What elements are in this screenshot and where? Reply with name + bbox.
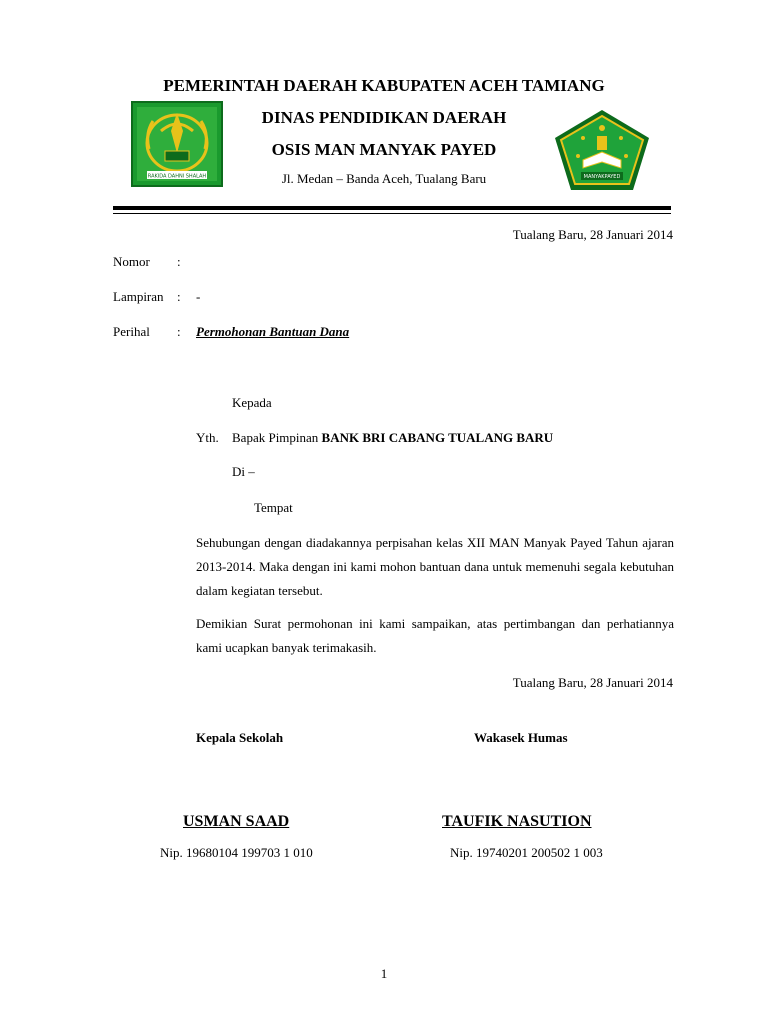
recipient-kepada: Kepada: [232, 395, 272, 410]
recipient-tempat: Tempat: [254, 500, 293, 515]
lampiran-colon: :: [177, 289, 181, 304]
header-rule-thin: [113, 213, 671, 214]
signatory-right-title: Wakasek Humas: [474, 730, 568, 745]
signatory-left-name: USMAN SAAD: [183, 813, 290, 830]
letter-date: Tualang Baru, 28 Januari 2014: [512, 227, 673, 242]
signatory-right-name: TAUFIK NASUTION: [442, 813, 592, 830]
nomor-label: Nomor: [113, 254, 150, 269]
signatory-left-nip: Nip. 19680104 199703 1 010: [160, 845, 313, 860]
signatory-left-title: Kepala Sekolah: [196, 730, 284, 745]
letterhead-government: PEMERINTAH DAERAH KABUPATEN ACEH TAMIANG: [163, 76, 605, 95]
perihal-colon: :: [177, 324, 181, 339]
page-number: 1: [380, 966, 388, 981]
nomor-colon: :: [177, 254, 181, 269]
recipient-name-prefix: Bapak Pimpinan: [232, 430, 322, 445]
letterhead-address: Jl. Medan – Banda Aceh, Tualang Baru: [281, 171, 487, 186]
body-paragraph-1: Sehubungan dengan diadakannya perpisahan kelas XII MAN Manyak Payed Tahun ajaran 2013-2014. Maka dengan ini kami mohon bantuan dana untuk memenuhi segala kebutuhan dalam kegiatan tersebut.: [196, 535, 674, 598]
perihal-value: Permohonan Bantuan Dana: [196, 324, 350, 339]
lampiran-value: -: [196, 289, 201, 304]
left-logo-ribbon: RAKIDA DAHNI SHALAH: [147, 173, 207, 180]
signatory-right-nip: Nip. 19740201 200502 1 003: [450, 845, 603, 860]
body-paragraph-2: Demikian Surat permohonan ini kami sampaikan, atas pertimbangan dan perhatiannya kami ucapkan banyak terimakasih.: [196, 616, 674, 655]
recipient-name: [232, 430, 553, 446]
letterhead-organization: OSIS MAN MANYAK PAYED: [271, 140, 497, 159]
perihal-label: Perihal: [113, 324, 150, 339]
recipient-yth: Yth.: [196, 430, 219, 445]
letterhead-agency: DINAS PENDIDIKAN DAERAH: [261, 108, 507, 127]
signing-date: Tualang Baru, 28 Januari 2014: [512, 675, 673, 690]
recipient-di: Di –: [232, 464, 255, 479]
lampiran-label: Lampiran: [113, 289, 164, 304]
recipient-name-bank: BANK BRI CABANG TUALANG BARU: [321, 430, 554, 445]
header-rule-thick: [113, 206, 671, 210]
right-logo-ribbon: MANYAKPAYED: [583, 174, 621, 180]
